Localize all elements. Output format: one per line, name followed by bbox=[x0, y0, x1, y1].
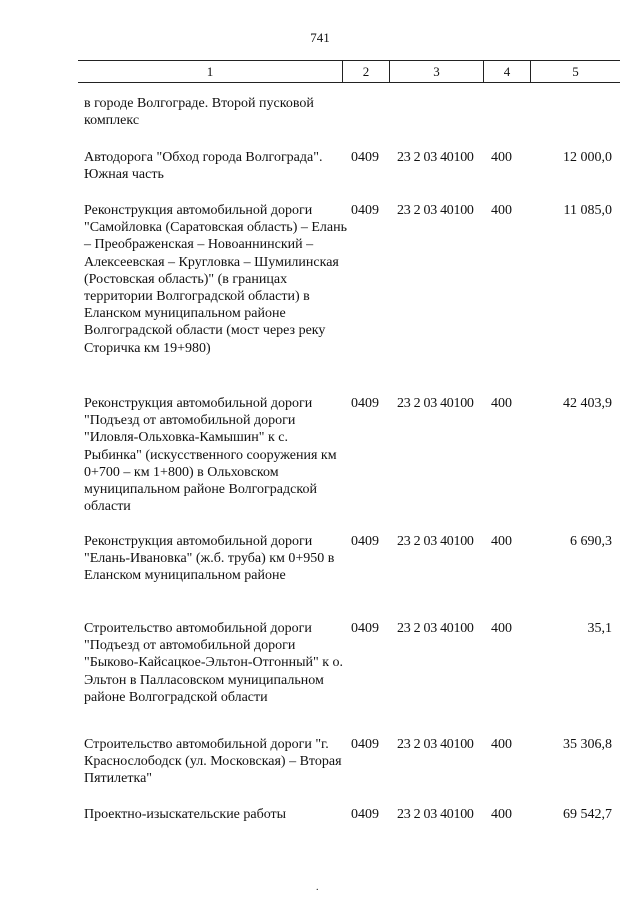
row-name: Реконструкция автомобильной дороги "Елань-Ивановка" (ж.б. труба) км 0+950 в Еланском муниципальном районе bbox=[84, 534, 335, 584]
row-target: 23 2 03 40100 bbox=[397, 737, 474, 752]
table-row bbox=[84, 149, 612, 183]
row-amount: 35,1 bbox=[587, 621, 612, 636]
row-target: 23 2 03 40100 bbox=[397, 203, 474, 218]
table-row bbox=[84, 620, 612, 706]
table-row bbox=[84, 202, 612, 357]
row-section: 0409 bbox=[351, 737, 379, 752]
row-amount: 11 085,0 bbox=[563, 203, 612, 218]
footer-mark: . bbox=[316, 882, 319, 893]
row-type: 400 bbox=[491, 534, 512, 549]
row-target: 23 2 03 40100 bbox=[397, 396, 474, 411]
row-name: Проектно-изыскательские работы bbox=[84, 807, 287, 822]
row-amount: 42 403,9 bbox=[563, 396, 612, 411]
row-amount: 69 542,7 bbox=[563, 807, 612, 822]
row-target: 23 2 03 40100 bbox=[397, 807, 474, 822]
row-amount: 12 000,0 bbox=[563, 150, 612, 165]
row-name: Автодорога "Обход города Волгограда". Южная часть bbox=[84, 150, 323, 183]
row-name: в городе Волгограде. Второй пусковой комплекс bbox=[84, 96, 314, 129]
header-col-1: 1 bbox=[78, 61, 343, 82]
row-type: 400 bbox=[491, 150, 512, 165]
table-header bbox=[78, 60, 620, 83]
table-row bbox=[84, 95, 349, 129]
table-row bbox=[84, 395, 612, 515]
row-type: 400 bbox=[491, 621, 512, 636]
row-name: Реконструкция автомобильной дороги "Самойловка (Саратовская область) – Елань – Преображенская – Новоаннинский – Алексеевская – Кругловка – Шумилинская (Ростовская область)" (в границах территории Волгоградской области) в Еланском муниципальном районе Волгоградской области (мост через реку Сторичка км 19+980) bbox=[84, 203, 347, 356]
row-target: 23 2 03 40100 bbox=[397, 534, 474, 549]
header-col-3: 3 bbox=[390, 61, 484, 82]
table-row bbox=[84, 736, 612, 788]
row-section: 0409 bbox=[351, 807, 379, 822]
row-target: 23 2 03 40100 bbox=[397, 150, 474, 165]
row-section: 0409 bbox=[351, 534, 379, 549]
row-type: 400 bbox=[491, 203, 512, 218]
row-name: Реконструкция автомобильной дороги "Подъезд от автомобильной дороги "Иловля-Ольховка-Камышин" к с. Рыбинка" (искусственного сооружения км 0+700 – км 1+800) в Ольховском муниципальном районе Волгоградской области bbox=[84, 396, 337, 515]
table-row bbox=[84, 806, 612, 823]
page-number: 741 bbox=[310, 30, 330, 45]
row-target: 23 2 03 40100 bbox=[397, 621, 474, 636]
row-type: 400 bbox=[491, 737, 512, 752]
row-type: 400 bbox=[491, 807, 512, 822]
table-row bbox=[84, 533, 612, 585]
row-amount: 6 690,3 bbox=[570, 534, 612, 549]
row-amount: 35 306,8 bbox=[563, 737, 612, 752]
row-section: 0409 bbox=[351, 621, 379, 636]
row-name: Строительство автомобильной дороги "Подъезд от автомобильной дороги "Быково-Кайсацкое-Эльтон-Отгонный" к о. Эльтон в Палласовском муниципальном районе Волгоградской области bbox=[84, 621, 344, 705]
row-section: 0409 bbox=[351, 150, 379, 165]
row-section: 0409 bbox=[351, 203, 379, 218]
header-col-5: 5 bbox=[572, 64, 579, 79]
header-col-2: 2 bbox=[343, 61, 390, 82]
row-type: 400 bbox=[491, 396, 512, 411]
row-name: Строительство автомобильной дороги "г. Краснослободск (ул. Московская) – Вторая Пятилетка" bbox=[84, 737, 342, 787]
row-section: 0409 bbox=[351, 396, 379, 411]
header-col-4: 4 bbox=[484, 61, 531, 82]
